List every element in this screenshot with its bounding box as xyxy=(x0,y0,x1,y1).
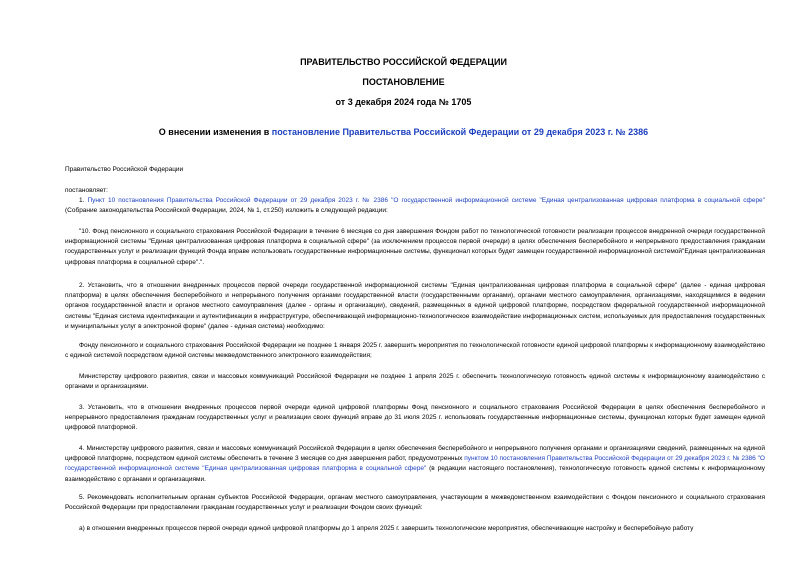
paragraph-2a-text: Фонду пенсионного и социального страхования Российской Федерации не позднее 1 января 2025 г. завершить мероприятия по технологической готовности единой цифровой платформы к информационному взаимодействию с единой системой посредством единой системы межведомственного электронного взаимодействия; xyxy=(65,342,765,360)
paragraph-1-link[interactable]: Пункт 10 постановления Правительства Российской Федерации от 29 декабря 2023 г. № 2386 "О государственной информационной системе "Единая централизованная цифровая платформа в социальной сфере" xyxy=(87,197,765,204)
paragraph-2b xyxy=(65,372,765,392)
title-prefix: О внесении изменения в xyxy=(158,127,272,137)
document-title xyxy=(0,127,807,137)
issuing-authority: Правительство Российской Федерации xyxy=(65,166,184,173)
decides-text: постановляет: xyxy=(65,187,108,194)
paragraph-2a xyxy=(65,341,765,361)
document-type: ПОСТАНОВЛЕНИЕ xyxy=(362,77,445,87)
paragraph-1-number: 1. xyxy=(79,197,88,204)
paragraph-5a xyxy=(65,524,765,534)
paragraph-2 xyxy=(65,281,765,332)
amended-act-link[interactable]: постановление Правительства Российской Федерации от 29 декабря 2023 г. № 2386 xyxy=(271,127,649,137)
paragraph-5 xyxy=(65,493,765,513)
paragraph-4-text-b: (в редакции настоящего постановления), технологическую готовность единой системы к информационному взаимодействию с органами и организациями. xyxy=(65,465,765,483)
paragraph-1-rest: (Собрание законодательства Российской Федерации, 2024, № 1, ст.250) изложить в следующей редакции: xyxy=(65,207,388,215)
paragraph-3 xyxy=(65,403,765,434)
paragraph-1-quote xyxy=(65,227,765,268)
paragraph-5-text: 5. Рекомендовать исполнительным органам субъектов Российской Федерации, органам местного самоуправления, участвующим в межведомственном взаимодействии с Фондом пенсионного и социального страхования Российской Федерации при предоставлении гражданам государственных услуг и реализации Фондом своих функций: xyxy=(65,494,765,512)
quote-text: "10. Фонд пенсионного и социального страхования Российской Федерации в течение 6 месяцев со дня завершения Фондом работ по технологической готовности реализации процессов внедренной очереди государственной информационной системы "Единая централизованная цифровая платформа в социальной сфере" (за исключением процессов первой очереди) в целях обеспечения бесперебойного и непрерывного предоставления гражданам государственных услуг и реализации функций Фонда вправе использовать государственные информационные системы, функционал которых будет замещен государственной информационной системой"Единая централизованная цифровая платформа в социальной сфере".". xyxy=(65,228,765,266)
paragraph-2-text: 2. Установить, что в отношении внедренных процессов первой очереди государственной информационной системы "Единая централизованная цифровая платформа в социальной сфере" (далее - единая цифровая платформа) в целях обеспечения бесперебойного и непрерывного получения органами государственной власти (государственными органами), органами местного самоуправления, организациями, находящимися в ведении органов государственной власти и органов местного самоуправления (далее - органы и организации), сведений, размещенных в единой цифровой платформе, посредством федеральной государственной информационной системы "Единая система идентификации и аутентификации в инфраструктуре, обеспечивающей информационно-технологическое взаимодействие информационных систем, используемых для предоставления государственных и муниципальных услуг в электронной форме" (далее - единая система) необходимо: xyxy=(65,282,765,330)
paragraph-1 xyxy=(65,196,765,216)
paragraph-3-text: 3. Установить, что в отношении внедренных процессов первой очереди единой цифровой платформы Фонд пенсионного и социального страхования Российской Федерации в целях обеспечения бесперебойного и непрерывного предоставления гражданам государственных услуг и реализации своих функций вправе до 31 июля 2025 г. использовать государственные информационные системы, функционал которых будет замещен единой цифровой платформой. xyxy=(65,404,765,432)
paragraph-4 xyxy=(65,444,765,485)
paragraph-2b-text: Министерству цифрового развития, связи и массовых коммуникаций Российской Федерации не позднее 1 апреля 2025 г. обеспечить технологическую готовность единой системы к информационному взаимодействию с органами и организациями. xyxy=(65,373,765,391)
paragraph-4-link[interactable]: пунктом 10 постановления Правительства Российской Федерации от 29 декабря 2023 г. № 2386 "О государственной информационной системе "Единая централизованная цифровая платформа в социальной сфере" xyxy=(65,455,765,473)
paragraph-5a-text: а) в отношении внедренных процессов первой очереди единой цифровой платформы до 1 апреля 2025 г. завершить технологические мероприятия, обеспечивающие настройку и бесперебойную работу xyxy=(79,525,694,532)
paragraph-4-text-a: 4. Министерству цифрового развития, связи и массовых коммуникаций Российской Федерации в целях обеспечения бесперебойного и непрерывного получения органами и организациями сведений, размещенных на единой цифровой платформе, посредством единой системы обеспечить в течение 3 месяцев со дня завершения работ, предусмотренных xyxy=(65,445,765,463)
government-heading: ПРАВИТЕЛЬСТВО РОССИЙСКОЙ ФЕДЕРАЦИИ xyxy=(300,57,507,67)
document-date-number: от 3 декабря 2024 года № 1705 xyxy=(335,97,472,107)
